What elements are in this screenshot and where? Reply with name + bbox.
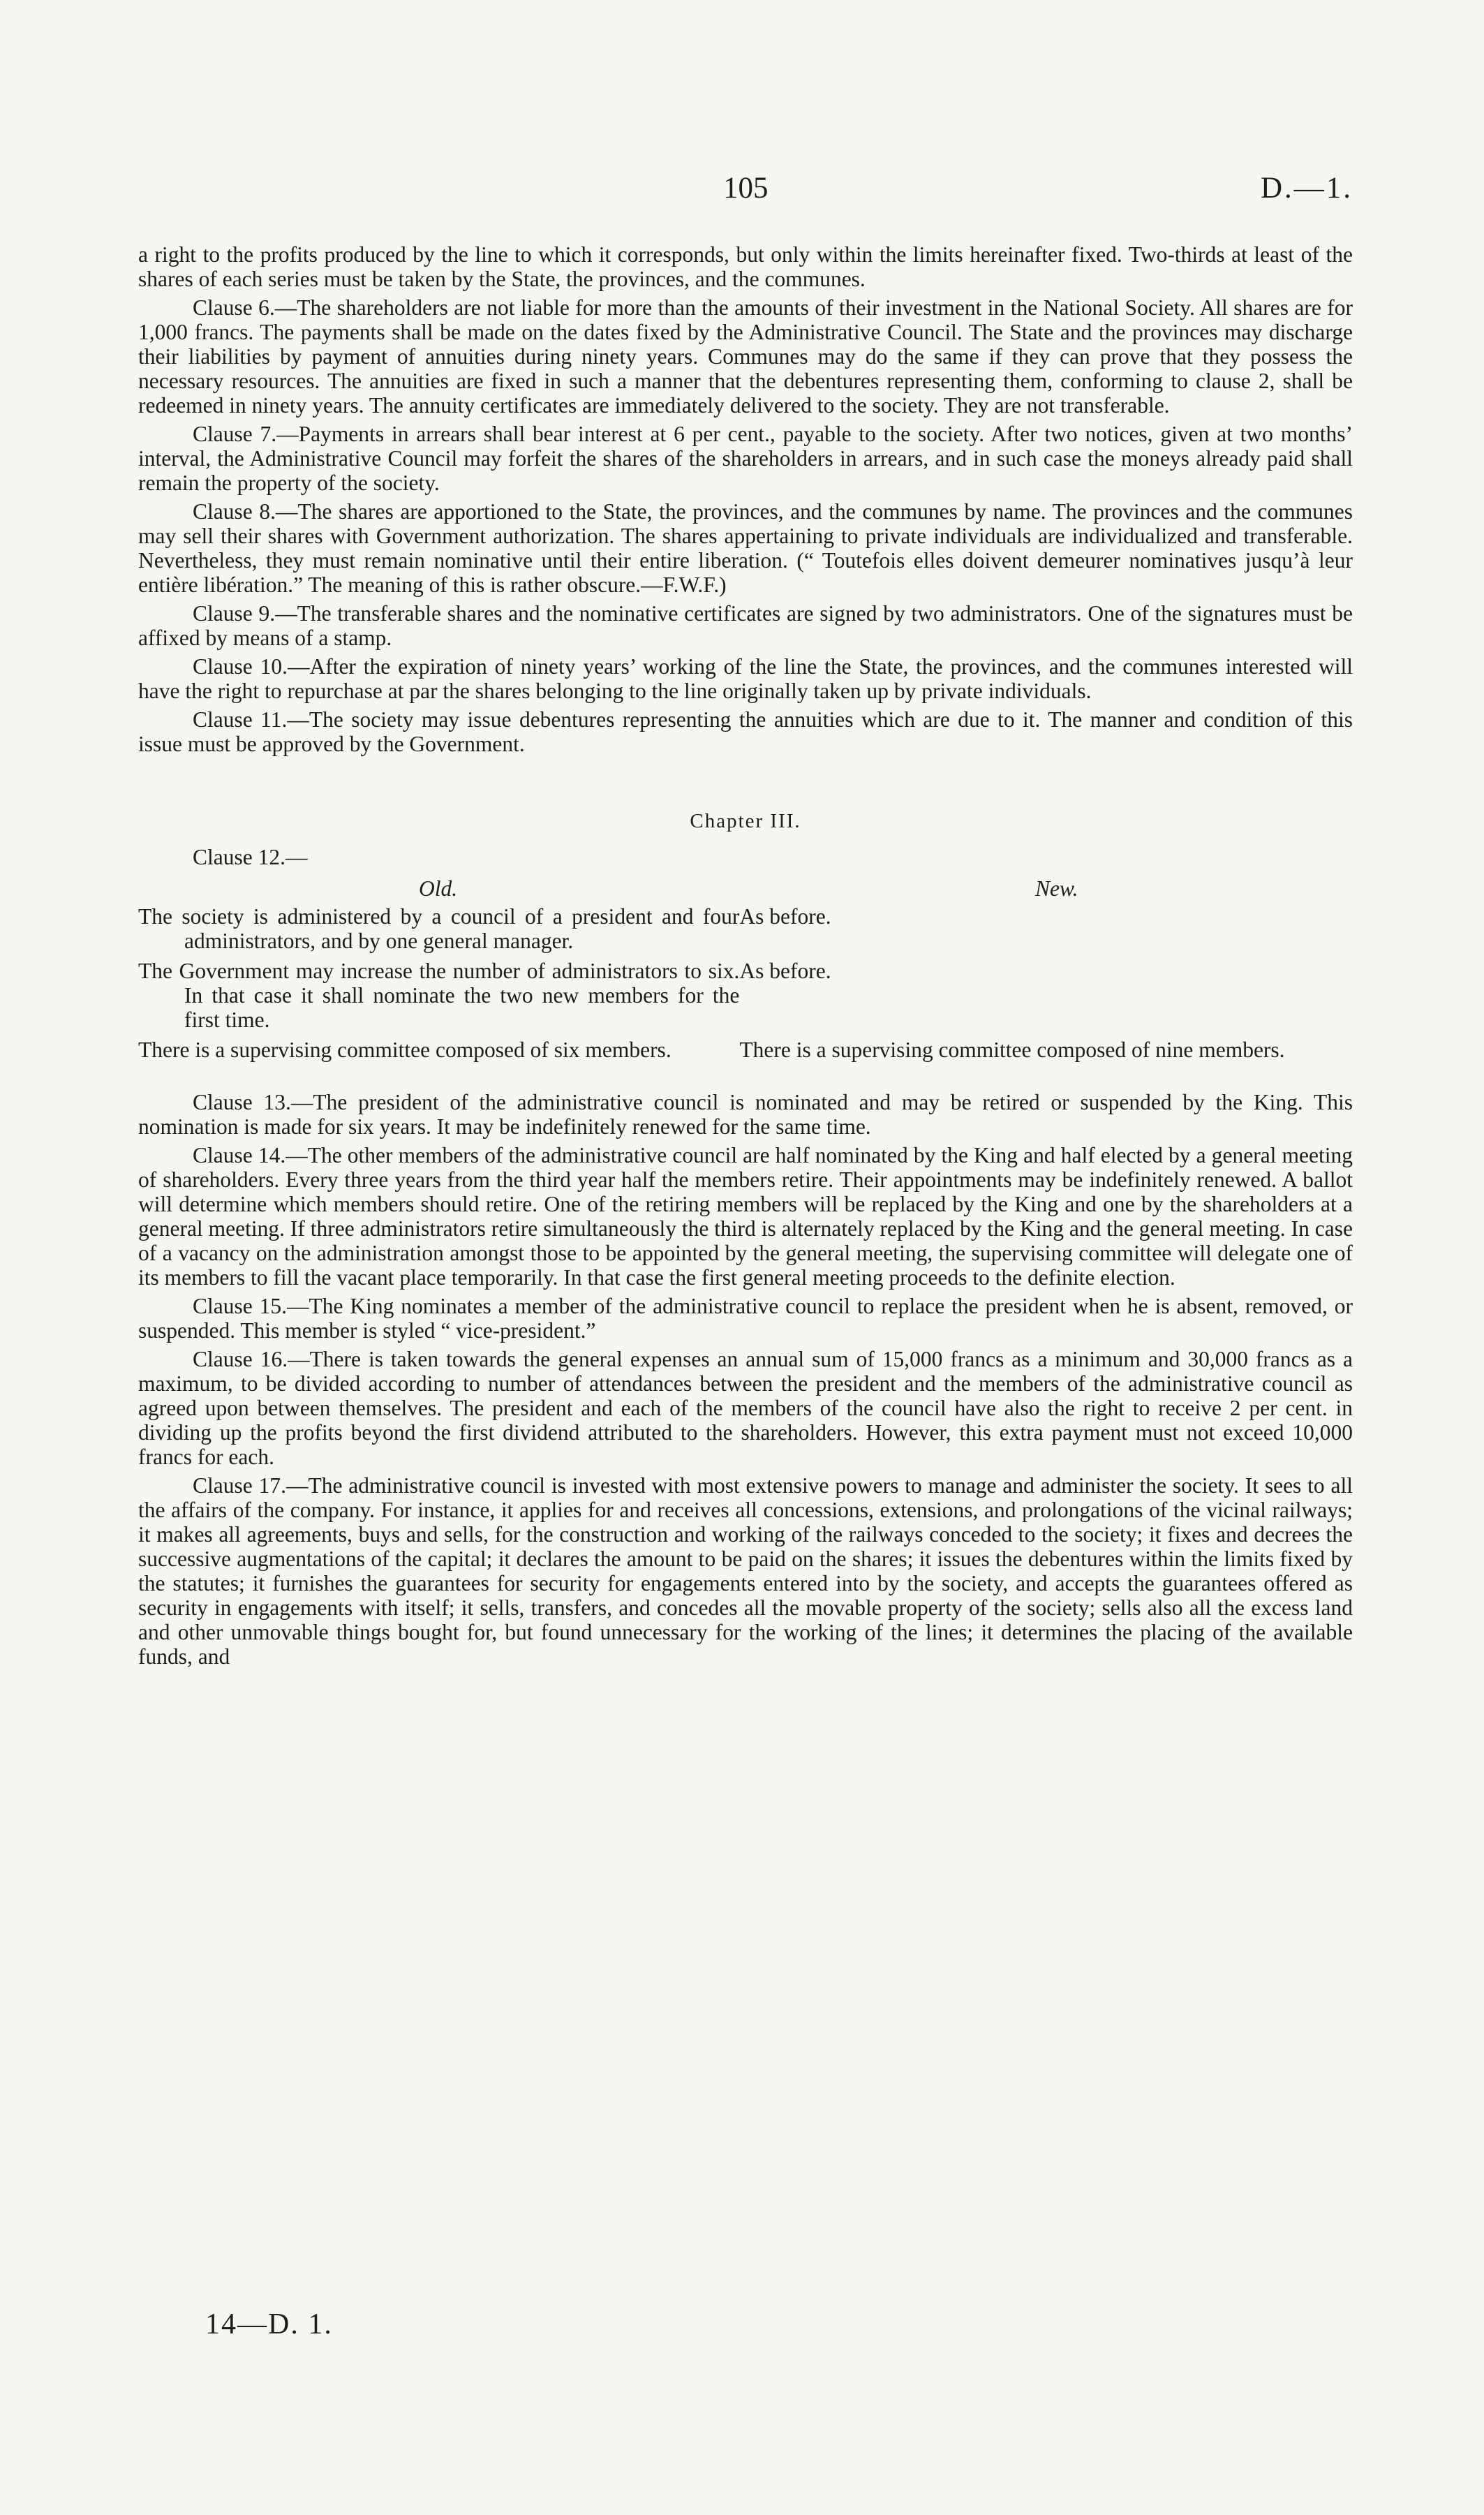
clauses-after-table (138, 1090, 1353, 1669)
new-text: As before. (739, 904, 831, 929)
document-code: D.—1. (1260, 172, 1353, 205)
page-header (138, 172, 1353, 211)
column-header-new: New. (1035, 876, 1078, 901)
paragraph-clause-8: Clause 8.—The shares are apportioned to the State, the provinces, and the communes by name. The provinces and the communes may sell their shares with Government authorization. The shares appertaining to private individuals are individualized and transferable. Nevertheless, they must remain nominative until their entire liberation. (“ Toutefois elles doivent demeurer nominatives jusqu’à leur entière libération.” The meaning of this is rather obscure.—F.W.F.) (138, 499, 1353, 597)
comparison-row (138, 959, 1353, 1032)
paragraph-clause-16: Clause 16.—There is taken towards the general expenses an annual sum of 15,000 francs as a minimum and 30,000 francs as a maximum, to be divided according to number of attendances between the president and the members of the administrative council as agreed upon between themselves. The president and each of the members of the council have also the right to receive 2 per cent. in dividing up the profits beyond the first dividend attributed to the shareholders. However, this extra payment must not exceed 10,000 francs for each. (138, 1347, 1353, 1469)
paragraph-clause-6: Clause 6.—The shareholders are not liable for more than the amounts of their investment in the National Society. All shares are for 1,000 francs. The payments shall be made on the dates fixed by the Administrative Council. The State and the provinces may discharge their liabilities by payment of annuities during ninety years. Communes may do the same if they can prove that they possess the necessary resources. The annuities are fixed in such a manner that the debentures representing them, conforming to clause 2, shall be redeemed in ninety years. The annuity certificates are immediately delivered to the society. They are not transferable. (138, 295, 1353, 418)
paragraph-clause-17: Clause 17.—The administrative council is invested with most extensive powers to manage and administer the society. It sees to all the affairs of the company. For instance, it applies for and receives all concessions, extensions, and prolongations of the vicinal railways; it makes all agreements, buys and sells, for the construction and working of the railways conceded to the society; it fixes and decrees the successive augmentations of the capital; it declares the amount to be paid on the shares; it issues the debentures within the limits fixed by the statutes; it furnishes the guarantees for security for engagements entered into by the society, and accepts the guarantees offered as security in engagements with itself; it sells, transfers, and concedes all the movable property of the society; sells also all the excess land and other unmovable things bought for, but found unnecessary for the working of the lines; it determines the placing of the available funds, and (138, 1473, 1353, 1669)
comparison-column-headers (138, 876, 1353, 904)
chapter-heading: Chapter III. (690, 810, 801, 832)
comparison-row (138, 904, 1353, 953)
new-text: As before. (739, 959, 831, 983)
comparison-row (138, 1038, 1353, 1062)
old-text: The Government may increase the number of administrators to six. In that case it shall nominate the two new members for the first time. (138, 959, 740, 1032)
column-header-old: Old. (419, 876, 458, 901)
new-text: There is a supervising committee composed of nine members. (739, 1038, 1285, 1062)
paragraph-clause-13: Clause 13.—The president of the administrative council is nominated and may be retired or suspended by the King. This nomination is made for six years. It may be indefinitely renewed for the same time. (138, 1090, 1353, 1139)
paragraph-clause-14: Clause 14.—The other members of the administrative council are half nominated by the King and half elected by a general meeting of shareholders. Every three years from the third year half the members retire. Their appointments may be indefinitely renewed. A ballot will determine which members should retire. One of the retiring members will be replaced by the King and one by the shareholders at a general meeting. If three administrators retire simultaneously the third is alternately replaced by the King and the general meeting. In case of a vacancy on the administration amongst those to be appointed by the general meeting, the supervising committee will delegate one of its members to fill the vacant place temporarily. In that case the first general meeting proceeds to the definite election. (138, 1143, 1353, 1290)
paragraph-clause-15: Clause 15.—The King nominates a member of the administrative council to replace the president when he is absent, removed, or suspended. This member is styled “ vice-president.” (138, 1294, 1353, 1343)
paragraph-clause-7: Clause 7.—Payments in arrears shall bear interest at 6 per cent., payable to the society. After two notices, given at two months’ interval, the Administrative Council may forfeit the shares of the shareholders in arrears, and in such case the moneys already paid shall remain the property of the society. (138, 422, 1353, 495)
printer-signature: 14—D. 1. (205, 2308, 333, 2340)
old-text: There is a supervising committee composed of six members. (138, 1038, 671, 1062)
paragraph-clause-10: Clause 10.—After the expiration of ninety years’ working of the line the State, the provinces, and the communes interested will have the right to repurchase at par the shares belonging to the line originally taken up by private individuals. (138, 654, 1353, 703)
old-text: The society is administered by a council of a president and four administrators, and by one general manager. (138, 904, 740, 953)
clause-12-label: Clause 12.— (193, 845, 308, 869)
body-text (138, 242, 1353, 1673)
paragraph-continuation: a right to the profits produced by the line to which it corresponds, but only within the limits hereinafter fixed. Two-thirds at least of the shares of each series must be taken by the State, the provinces, and the communes. (138, 242, 1353, 291)
paragraph-clause-9: Clause 9.—The transferable shares and the nominative certificates are signed by two administrators. One of the signatures must be affixed by means of a stamp. (138, 601, 1353, 650)
page-number: 105 (723, 172, 769, 205)
document-page (138, 0, 1353, 2515)
paragraph-clause-11: Clause 11.—The society may issue debentures representing the annuities which are due to it. The manner and condition of this issue must be approved by the Government. (138, 707, 1353, 756)
